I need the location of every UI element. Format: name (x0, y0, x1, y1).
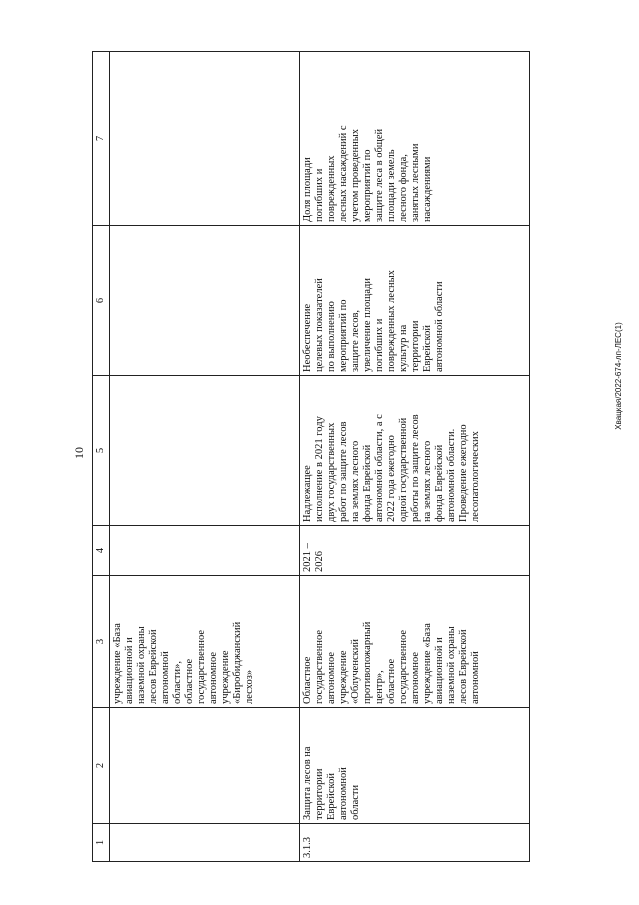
cell-number (110, 824, 300, 862)
header-col-4: 4 (93, 526, 110, 576)
header-col-2: 2 (93, 708, 110, 824)
cell-period (110, 526, 300, 576)
cell-measure-name (110, 708, 300, 824)
page-number: 10 (72, 447, 86, 459)
header-col-6: 6 (93, 226, 110, 376)
header-col-1: 1 (93, 824, 110, 862)
table-container (92, 52, 542, 862)
header-col-7: 7 (93, 52, 110, 226)
cell-number: 3.1.3 (300, 824, 530, 862)
cell-measure-name: Защита лесов на территории Еврейской автономной области (300, 708, 530, 824)
header-col-3: 3 (93, 576, 110, 708)
table-row-continued (110, 52, 300, 862)
cell-consequences (110, 226, 300, 376)
cell-executor: Областное государственное автономное учреждение «Облученский противопожарный центр», областное государственное автономное учреждение «База авиационной и наземной охраны лесов Еврейской автономной (300, 576, 530, 708)
header-row (93, 52, 110, 862)
header-col-5: 5 (93, 376, 110, 526)
measures-table (92, 51, 530, 862)
cell-indicator (110, 52, 300, 226)
cell-expected-result (110, 376, 300, 526)
cell-period: 2021 – 2026 (300, 526, 530, 576)
cell-expected-result: Надлежащее исполнение в 2021 году двух государственных работ по защите лесов на землях лесного фонда Еврейской автономной области, а с 2022 года ежегодно одной государственной работы по защите лесов на землях лесного фонда Еврейской автономной области. Проведение ежегодно лесопатологических (300, 376, 530, 526)
rotated-table (92, 52, 542, 862)
cell-indicator: Доля площади погибших и поврежденных лесных насаждений с учетом проведенных мероприятий по защите леса в общей площади земель лесного фонда, занятых лесными насаждениями (300, 52, 530, 226)
document-code: Хвацкая/2022-674-лп-ЛЕС(1) (614, 322, 623, 430)
cell-executor: учреждение «База авиационной и наземной охраны лесов Еврейской автономной области», областное государственное автономное учреждение «Биробиджанский лесхоз» (110, 576, 300, 708)
table-row (300, 52, 530, 862)
cell-consequences: Необеспечение целевых показателей по выполнению мероприятий по защите лесов, увеличение площади погибших и поврежденных лесных культур на территории Еврейской автономной области (300, 226, 530, 376)
